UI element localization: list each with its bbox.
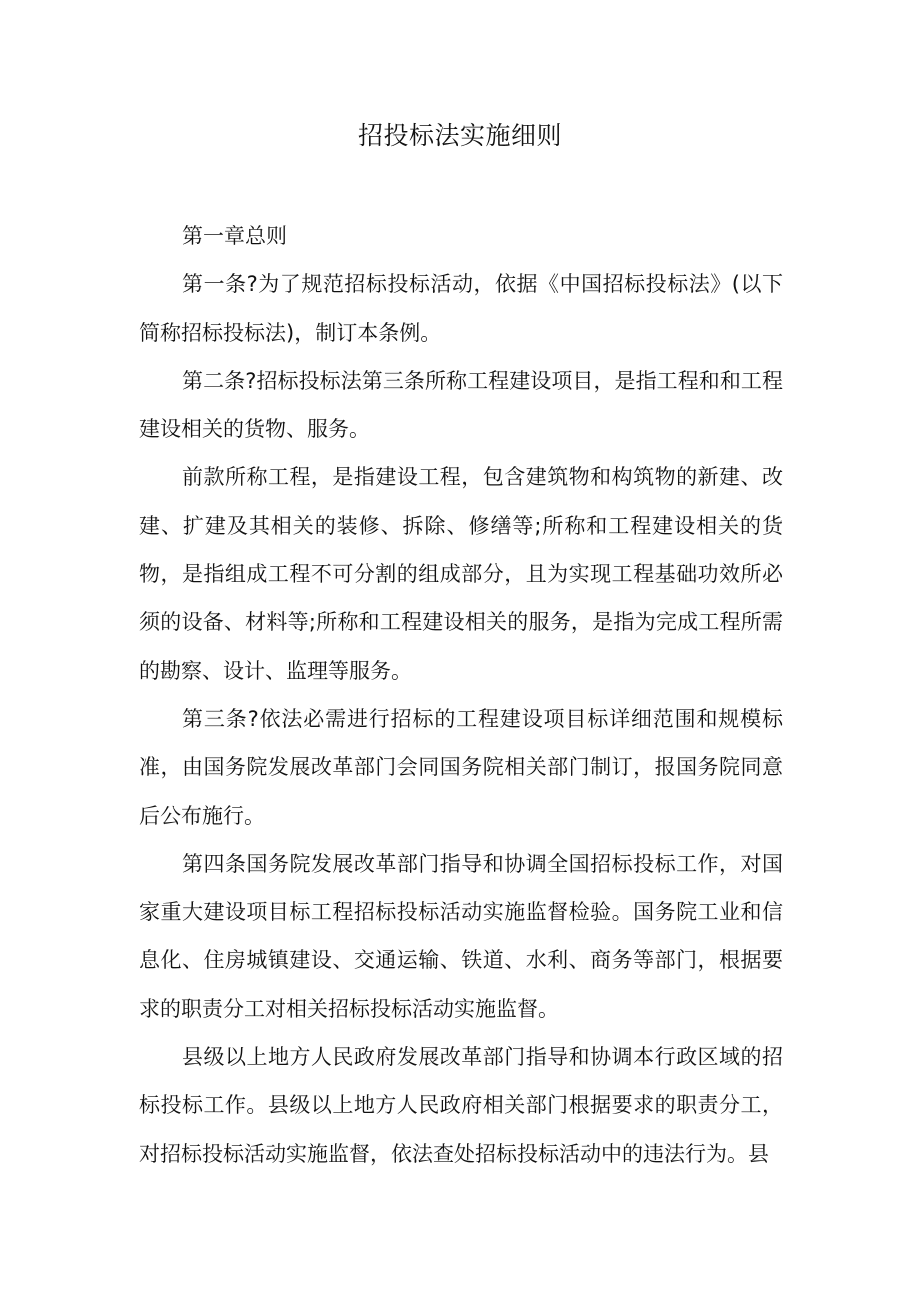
article-2-detail-paragraph: 前款所称工程，是指建设工程，包含建筑物和构筑物的新建、改建、扩建及其相关的装修、拆除、修缮等;所称和工程建设相关的货物，是指组成工程不可分割的组成部分，且为实现工程基础功效所必须的设备、材料等;所称和工程建设相关的服务，是指为完成工程所需的勘察、设计、监理等服务。 [139, 465, 783, 683]
article-4-paragraph: 第四条国务院发展改革部门指导和协调全国招标投标工作，对国家重大建设项目标工程招标投标活动实施监督检验。国务院工业和信息化、住房城镇建设、交通运输、铁道、水利、商务等部门，根据要求的职责分工对相关招标投标活动实施监督。 [139, 851, 783, 1021]
article-1-paragraph: 第一条?为了规范招标投标活动，依据《中国招标投标法》(以下简称招标投标法)，制订本条例。 [139, 272, 783, 345]
document-title: 招投标法实施细则 [357, 121, 562, 150]
document-body [139, 212, 783, 1178]
article-2-paragraph: 第二条?招标投标法第三条所称工程建设项目，是指工程和和工程建设相关的货物、服务。 [139, 368, 783, 442]
article-3-paragraph: 第三条?依法必需进行招标的工程建设项目标详细范围和规模标准，由国务院发展改革部门会同国务院相关部门制订，报国务院同意后公布施行。 [139, 706, 783, 828]
chapter-heading: 第一章总则 [182, 224, 288, 248]
local-government-paragraph: 县级以上地方人民政府发展改革部门指导和协调本行政区域的招标投标工作。县级以上地方人民政府相关部门根据要求的职责分工，对招标投标活动实施监督，依法查处招标投标活动中的违法行为。县 [139, 1045, 783, 1166]
